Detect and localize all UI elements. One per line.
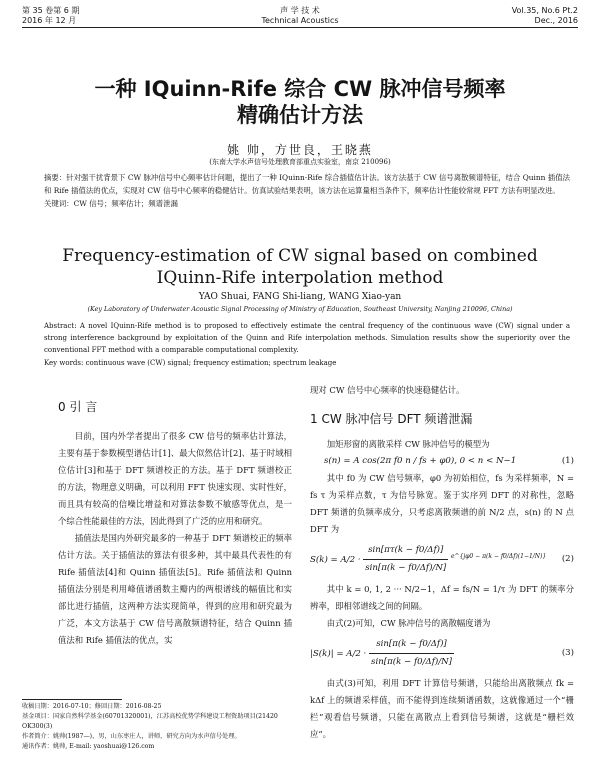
header-rule [22,27,578,28]
title-en-line2: IQuinn-Rife interpolation method [156,268,444,288]
title-en-line1: Frequency-estimation of CW signal based on combined [62,246,538,266]
journal-volume: 第 35 卷第 6 期 2016 年 12 月 [22,6,80,25]
equation-3: |S(k)| = A/2 · $\frac{\sin[\pi(k - f0/\Delta f)]}{\sin[\pi(k - f0/\Delta f)/N]}$ (3) [310,636,574,671]
footnote-rule [22,699,122,700]
journal-issue: Vol.35, No.6 Pt.2 Dec., 2016 [511,6,578,25]
authors-en: YAO Shuai, FANG Shi-liang, WANG Xiao-yan [198,292,402,302]
section-0-heading: 0 引 言 [58,400,98,414]
abstract-en: Abstract: A novel IQuinn-Rife method is to proposed to effectively estimate the central frequency of the continuous wave (CW) signal under a strong interference background by exploitation of the Quinn and Rife interpolation methods. Simulation results show the superiority over the conventional FFT method with a comparable computational complexity. Key words: continuous wave (CW) signal; frequency estimation; spectrum leakage [44,320,570,369]
authors-cn: 姚 帅，方世良，王晓燕 [227,143,373,157]
k-definition: 其中 k = 0, 1, 2 ··· N/2−1，Δf = fs/N = 1/τ 为 DFT 的频率分辨率，即相邻谱线之间的间隔。 [310,584,574,611]
footnote: 收稿日期：2016-07-10；修回日期：2016-08-25 基金项目：国家自然科学基金(60701320001)，江苏高校优势学科建设工程资助项目(21420 OK300(3) 作者简介：姚帅(1987—)，男，山东枣庄人，讲师，研究方向为水声信号处理。 通讯作者：姚帅, E-mail: yaoshuai@126.com [22,703,278,750]
keywords-cn: 关键词：CW 信号；频率估计；频谱泄漏 [44,198,178,208]
equation-1: s(n) = A cos(2π f0 n / fs + φ0), 0 < n < N−1 (1) [324,456,574,466]
right-column-body [310,436,574,743]
keywords-en: Key words: continuous wave (CW) signal; frequency estimation; spectrum leakage [44,358,337,367]
section-1-heading: 1 CW 脉冲信号 DFT 频谱泄漏 [310,412,473,426]
affiliation-en: (Key Laboratory of Underwater Acoustic Signal Processing of Ministry of Education, Southeast University, Nanjing 210096, China) [87,305,513,313]
abstract-cn: 摘要：针对强干扰背景下 CW 脉冲信号中心频率估计问题，提出了一种 IQuinn-Rife 综合插值估计法。该方法基于 CW 信号离散频谱特征，结合 Quinn 插值法和 Rife 插值法的优点，实现对 CW 信号中心频率的稳健估计。仿真试验结果表明，该方法在运算量相当条件下，频率估计性能较常规 FFT 方法有明显改进。 关键词：CW 信号；频率估计；频谱泄漏 [44,172,570,210]
intro-para-2: 插值法是国内外研究最多的一种基于 DFT 频谱校正的频率估计方法。关于插值法的算法有很多种，其中最具代表性的有 Rife 插值法[4]和 Quinn 插值法[5]。Rife 插值法和 Quinn 插值法分别是利用峰值谱函数主瓣内的两根谱线的幅值比和实部比进行插值，这两种方法实现简单，得到的应用和研究最为广泛，本文方法基于 CW 信号离散频谱特征，结合 Quinn 插值法和 Rife 插值法的优点，实 [58,533,292,645]
affiliation-cn: (东南大学水声信号处理教育部重点实验室，南京 210096) [209,158,391,166]
model-intro: 加矩形窗的离散采样 CW 脉冲信号的模型为 [326,439,490,449]
title-cn-line1: 一种 IQuinn-Rife 综合 CW 脉冲信号频率 [94,77,506,101]
equation-2: S(k) = A/2 · $\frac{\sin[\pi\tau(k - f0/\Delta f)]}{\sin[\pi(k - f0/\Delta f)/N]}$ $^{e\^{}\{j\varphi 0 - \pi(k - f0/\Delta f)(1-1/N)\}}$ (2) [310,542,574,577]
fence-effect-para: 由式(3)可知，利用 DFT 计算信号频谱，只能给出离散频点 fk = kΔf 上的频谱采样值，而不能得到连续频谱函数，这就像通过一个“栅栏”观看信号频谱，只能在离散点上看到信号频谱，这就是“栅栏效应”。 [310,678,574,739]
left-column-body [58,428,292,649]
spectrum-intro: 由式(2)可知，CW 脉冲信号的离散幅度谱为 [326,618,491,628]
journal-name: 声 学 技 术 Technical Acoustics [261,6,339,25]
param-text: 其中 f0 为 CW 信号频率，φ0 为初始相位，fs 为采样频率，N = fs τ 为采样点数，τ 为信号脉宽。鉴于实序列 DFT 的对称性，忽略 DFT 频谱的负频率成分，只考虑离散频谱的前 N/2 点，s(n) 的 N 点 DFT 为 [310,473,574,534]
intro-tail: 现对 CW 信号中心频率的快速稳健估计。 [310,385,465,395]
intro-para-1: 目前，国内外学者提出了很多 CW 信号的频率估计算法，主要有基于参数模型谱估计[1]、最大似然估计[2]、基于时域相位估计[3]和基于 DFT 频谱校正的方法。基于 DFT 频谱校正的方法，物理意义明确，可以利用 FFT 快速实现、实时性好，而且具有较高的信噪比增益和对算法参数不敏感等优点，是一个综合性能最佳的方法，因此得到了广泛的应用和研究。 [58,431,292,526]
title-cn-line2: 精确估计方法 [237,103,363,127]
